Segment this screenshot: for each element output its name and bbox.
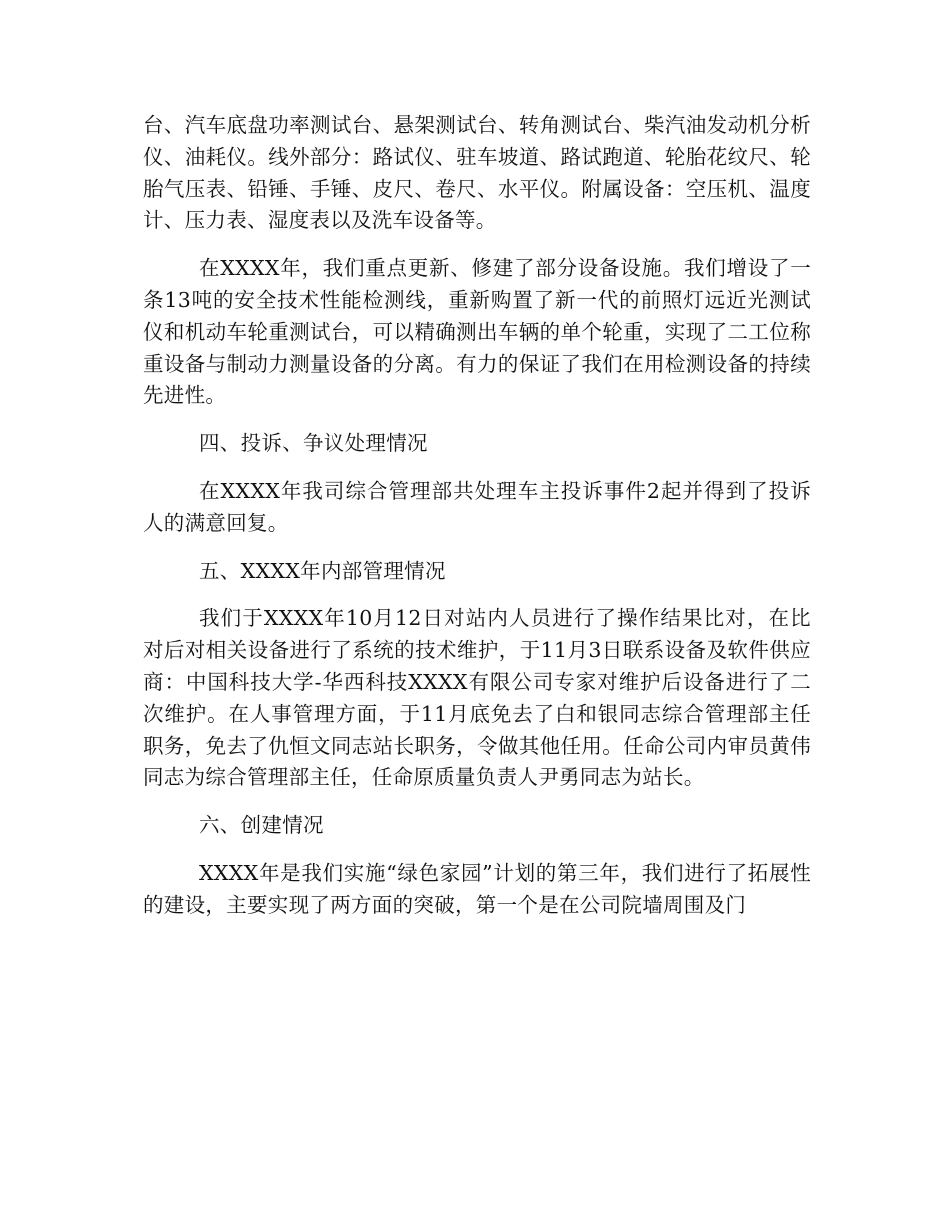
paragraph-equipment-update: 在XXXX年，我们重点更新、修建了部分设备设施。我们增设了一条13吨的安全技术性能检测线，重新购置了新一代的前照灯远近光测试仪和机动车轮重测试台，可以精确测出车辆的单个轮重，实现了二工位称重设备与制动力测量设备的分离。有力的保证了我们在用检测设备的持续先进性。 <box>143 256 811 408</box>
paragraph-creation: XXXX年是我们实施“绿色家园”计划的第三年，我们进行了拓展性的建设，主要实现了两方面的突破，第一个是在公司院墙周围及门 <box>143 860 811 917</box>
section-heading-internal-management: 五、XXXX年内部管理情况 <box>199 558 446 583</box>
document-body <box>143 110 811 938</box>
paragraph-internal-management: 我们于XXXX年10月12日对站内人员进行了操作结果比对，在比对后对相关设备进行了系统的技术维护，于11月3日联系设备及软件供应商：中国科技大学-华西科技XXXX有限公司专家对维护后设备进行了二次维护。在人事管理方面，于11月底免去了白和银同志综合管理部主任职务，免去了仇恒文同志站长职务，令做其他任用。任命公司内审员黄伟同志为综合管理部主任，任命原质量负责人尹勇同志为站长。 <box>143 606 811 790</box>
paragraph-equipment-list: 台、汽车底盘功率测试台、悬架测试台、转角测试台、柴汽油发动机分析仪、油耗仪。线外部分：路试仪、驻车坡道、路试跑道、轮胎花纹尺、轮胎气压表、铅锤、手锤、皮尺、卷尺、水平仪。附属设备：空压机、温度计、压力表、湿度表以及洗车设备等。 <box>143 113 811 233</box>
section-heading-creation: 六、创建情况 <box>199 813 324 838</box>
section-heading-complaints: 四、投诉、争议处理情况 <box>199 431 428 456</box>
paragraph-complaints: 在XXXX年我司综合管理部共处理车主投诉事件2起并得到了投诉人的满意回复。 <box>143 478 811 535</box>
